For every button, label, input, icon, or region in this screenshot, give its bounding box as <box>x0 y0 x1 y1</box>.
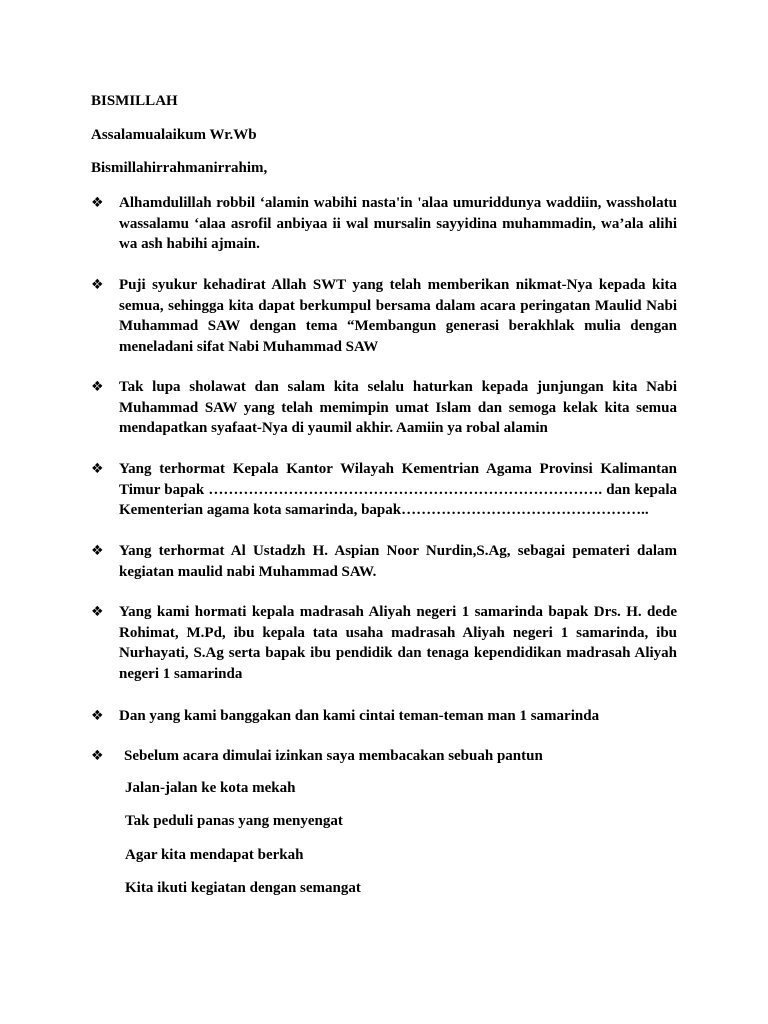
diamond-bullet-icon: ❖ <box>91 461 104 477</box>
bullet-text: Yang kami hormati kepala madrasah Aliyah negeri 1 samarinda bapak Drs. H. dede Rohimat, M.Pd, ibu kepala tata usaha madrasah Aliyah negeri 1 samarinda, ibu Nurhayati, S.Ag serta bapak ibu pendidik dan tenaga kependidikan madrasah Aliyah negeri 1 samarinda <box>119 604 677 682</box>
diamond-bullet-icon: ❖ <box>91 277 104 293</box>
diamond-bullet-icon: ❖ <box>91 379 104 395</box>
diamond-bullet-icon: ❖ <box>91 708 104 724</box>
pantun-line: Agar kita mendapat berkah <box>125 847 304 863</box>
bullet-text: Alhamdulillah robbil ‘alamin wabihi nasta'in 'alaa umuriddunya waddiin, wassholatu wassalamu ‘alaa asrofil anbiyaa ii wal mursalin sayyidina muhammadin, wa’ala alihi wa ash habihi ajmain. <box>119 195 677 252</box>
bullet-text: Puji syukur kehadirat Allah SWT yang telah memberikan nikmat-Nya kepada kita semua, sehingga kita dapat berkumpul bersama dalam acara peringatan Maulid Nabi Muhammad SAW dengan tema “Membangun generasi berakhlak mulia dengan meneladani sifat Nabi Muhammad SAW <box>119 277 677 355</box>
bullet-text: Dan yang kami banggakan dan kami cintai teman-teman man 1 samarinda <box>119 708 600 724</box>
document-title: BISMILLAH <box>91 93 178 109</box>
diamond-bullet-icon: ❖ <box>91 543 104 559</box>
pantun-line: Kita ikuti kegiatan dengan semangat <box>125 880 361 896</box>
bullet-text: Yang terhormat Al Ustadzh H. Aspian Noor Nurdin,S.Ag, sebagai pemateri dalam kegiatan maulid nabi Muhammad SAW. <box>119 543 677 580</box>
diamond-bullet-icon: ❖ <box>91 748 104 764</box>
basmalah-line: Bismillahirrahmanirrahim, <box>91 160 268 176</box>
salam-line: Assalamualaikum Wr.Wb <box>91 127 257 143</box>
pantun-line: Tak peduli panas yang menyengat <box>125 813 343 829</box>
pantun-line: Jalan-jalan ke kota mekah <box>125 780 296 796</box>
diamond-bullet-icon: ❖ <box>91 604 104 620</box>
bullet-text: Tak lupa sholawat dan salam kita selalu haturkan kepada junjungan kita Nabi Muhammad SAW yang telah memimpin umat Islam dan semoga kelak kita semua mendapatkan syafaat-Nya di yaumil akhir. Aamiin ya robal alamin <box>119 379 677 436</box>
bullet-text: Sebelum acara dimulai izinkan saya membacakan sebuah pantun <box>124 748 543 764</box>
diamond-bullet-icon: ❖ <box>91 195 104 211</box>
bullet-text: Yang terhormat Kepala Kantor Wilayah Kementrian Agama Provinsi Kalimantan Timur bapak ……………………………………………………………………. dan kepala Kementerian agama kota samarinda, bapak………………………………………….. <box>119 461 677 518</box>
